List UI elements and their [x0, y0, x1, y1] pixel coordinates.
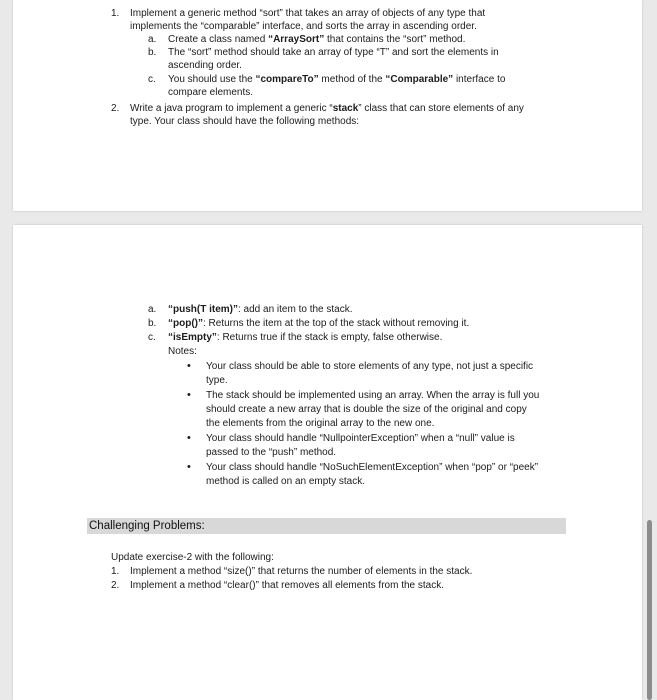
- update-1-text: Implement a method “size()” that returns the number of elements in the stack.: [130, 566, 473, 577]
- item-1-text-line-1: Implement a generic method “sort” that takes an array of objects of any type that: [130, 8, 486, 19]
- bullet-icon: •: [187, 432, 191, 444]
- note-2-line-3: the elements from the original array to the new one.: [206, 418, 435, 429]
- method-a-label: a.: [148, 304, 157, 315]
- method-b-label: b.: [148, 318, 157, 329]
- update-1-number: 1.: [111, 566, 120, 577]
- document-page-1: [13, 0, 642, 211]
- document-page-2: [13, 225, 642, 700]
- item-1c-text-line-1: You should use the “compareTo” method of the “Comparable” interface to: [168, 74, 506, 85]
- item-2-text-line-1: Write a java program to implement a generic “stack” class that can store elements of any: [130, 103, 524, 114]
- note-3-line-1: Your class should handle “NullpointerException” when a “null” value is: [206, 433, 515, 444]
- item-1c-text-line-2: compare elements.: [168, 87, 254, 98]
- item-1b-text-line-2: ascending order.: [168, 60, 242, 71]
- item-1-text-line-2: implements the “comparable” interface, and sorts the array in ascending order.: [130, 21, 477, 32]
- note-3-line-2: passed to the “push” method.: [206, 447, 337, 458]
- note-2-line-2: should create a new array that is double the size of the original and copy: [206, 404, 527, 415]
- challenge-title: Challenging Problems:: [89, 520, 205, 532]
- item-1a-label: a.: [148, 34, 157, 45]
- item-1a-text: Create a class named “ArraySort” that contains the “sort” method.: [168, 34, 466, 45]
- method-pop-text: “pop()”: Returns the item at the top of the stack without removing it.: [168, 318, 470, 329]
- vertical-scrollbar[interactable]: [647, 520, 652, 700]
- bullet-icon: •: [187, 360, 191, 372]
- note-4-line-1: Your class should handle “NoSuchElementException” when “pop” or “peek”: [206, 462, 539, 473]
- method-isempty-text: “isEmpty”: Returns true if the stack is empty, false otherwise.: [168, 332, 443, 343]
- update-intro: Update exercise-2 with the following:: [111, 552, 274, 563]
- item-2-number: 2.: [111, 103, 120, 114]
- item-1b-label: b.: [148, 47, 157, 58]
- note-1-line-1: Your class should be able to store elements of any type, not just a specific: [206, 361, 534, 372]
- item-1-number: 1.: [111, 8, 120, 19]
- item-2-text-line-2: type. Your class should have the following methods:: [130, 116, 360, 127]
- update-2-number: 2.: [111, 580, 120, 591]
- item-1c-label: c.: [148, 74, 156, 85]
- notes-label: Notes:: [168, 346, 197, 357]
- note-4-line-2: method is called on an empty stack.: [206, 476, 365, 487]
- method-push-text: “push(T item)”: add an item to the stack.: [168, 304, 353, 315]
- update-2-text: Implement a method “clear()” that removes all elements from the stack.: [130, 580, 445, 591]
- bullet-icon: •: [187, 461, 191, 473]
- method-c-label: c.: [148, 332, 156, 343]
- bullet-icon: •: [187, 389, 191, 401]
- note-1-line-2: type.: [206, 375, 228, 386]
- note-2-line-1: The stack should be implemented using an array. When the array is full you: [206, 390, 540, 401]
- item-1b-text-line-1: The “sort” method should take an array of type “T” and sort the elements in: [168, 47, 499, 58]
